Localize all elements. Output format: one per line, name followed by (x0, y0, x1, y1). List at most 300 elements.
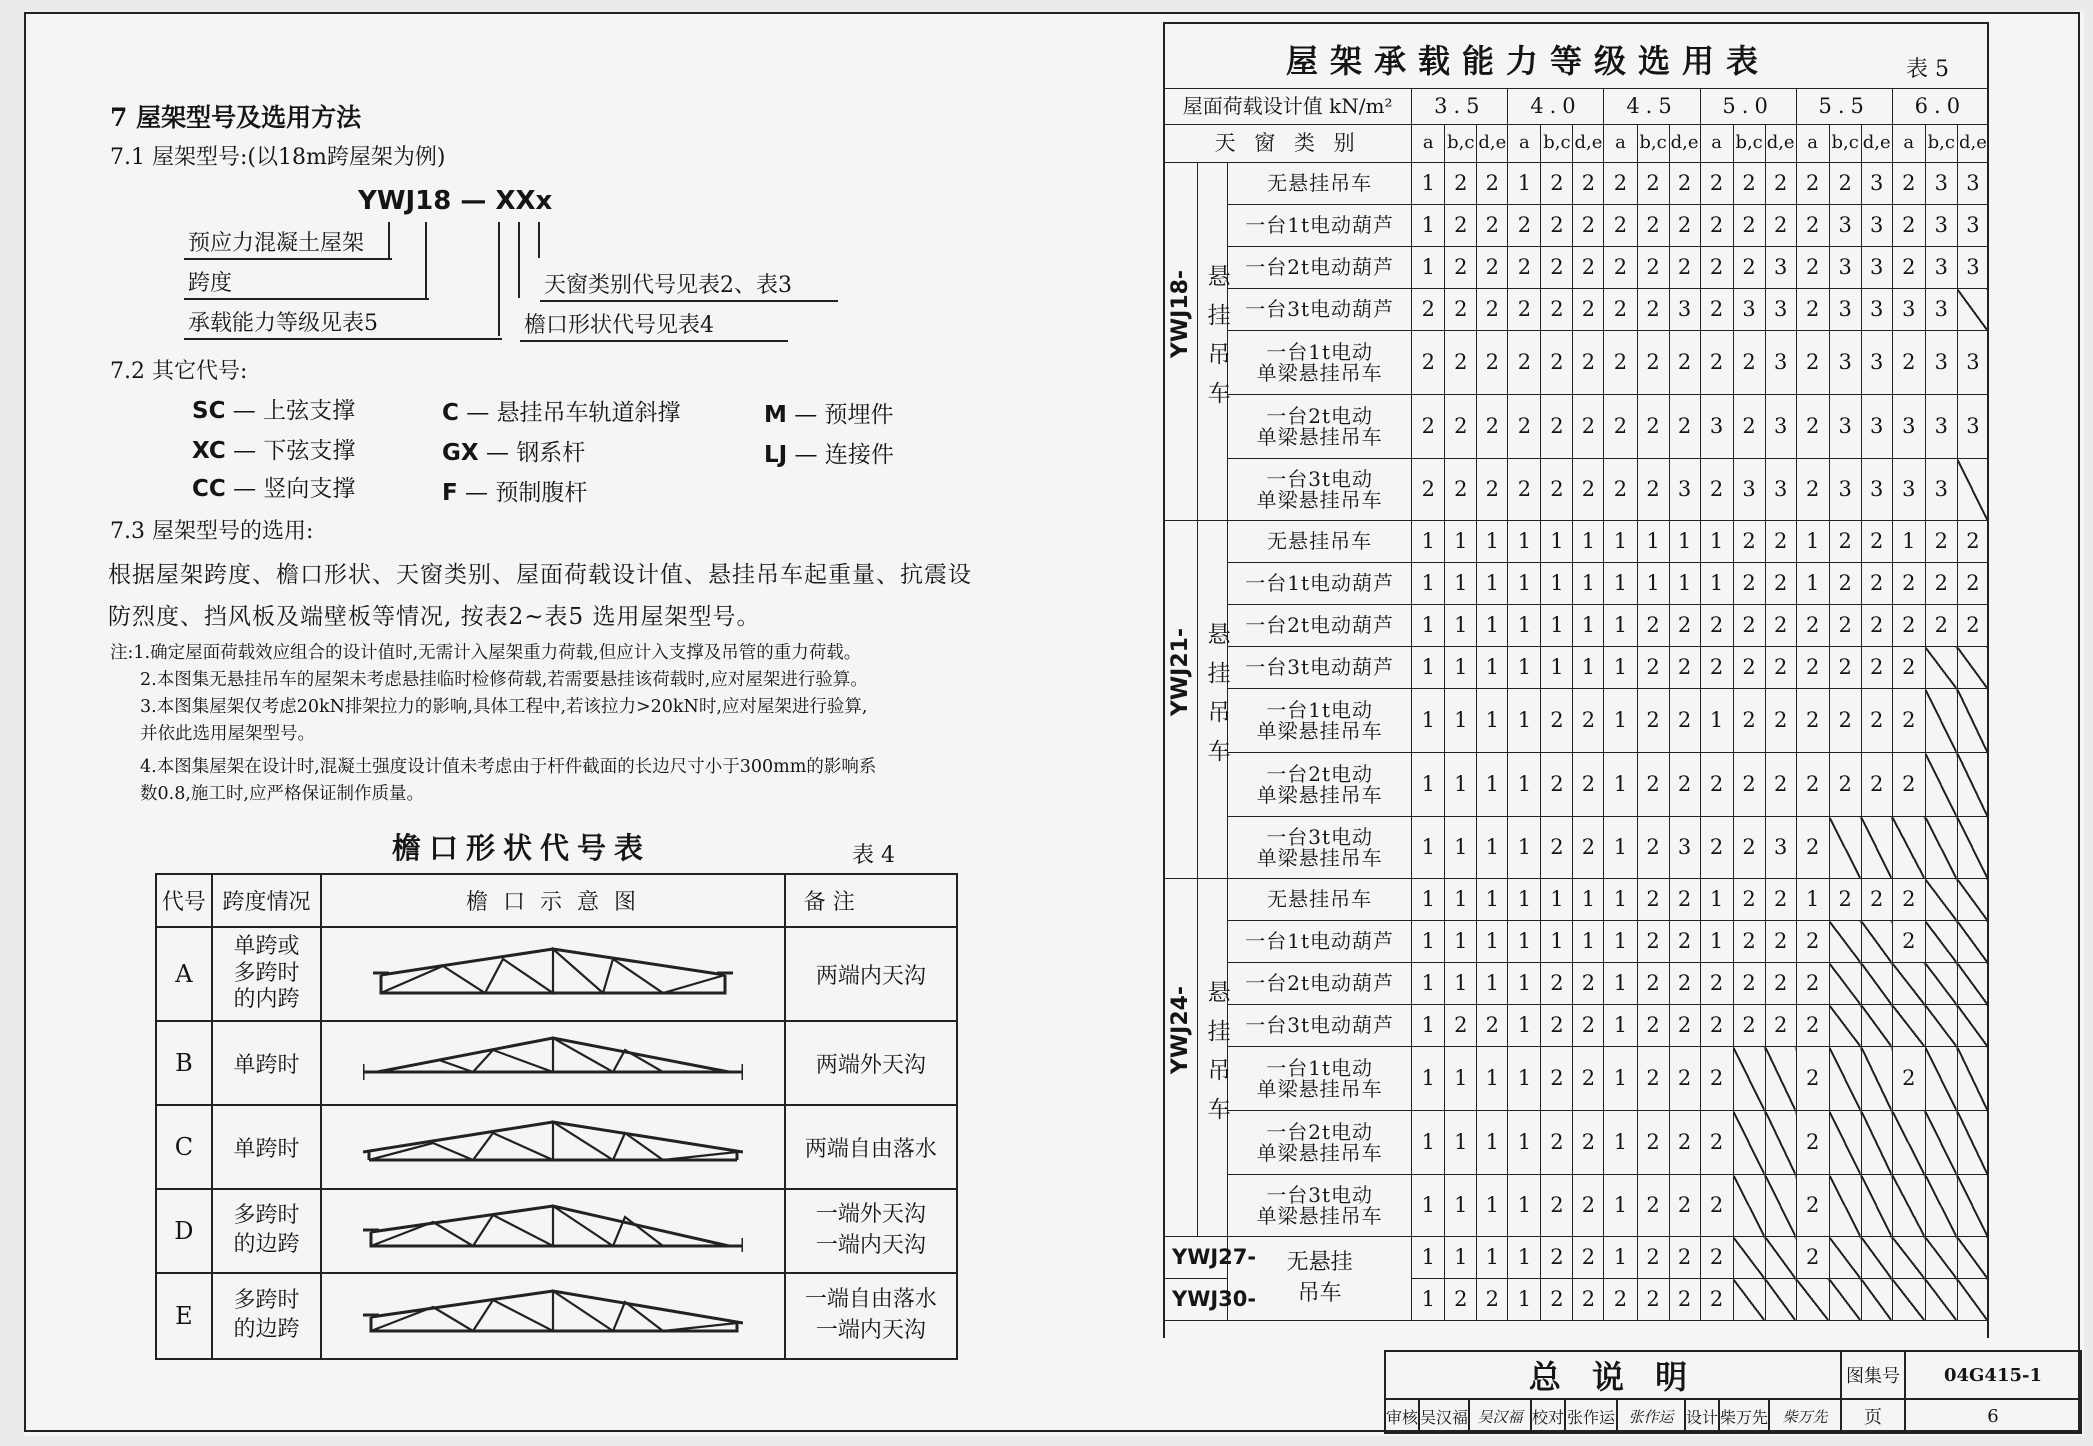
grade-cell: 2 (1604, 247, 1637, 289)
check-label: 校对 (1531, 1399, 1565, 1433)
span-case: 单跨或 多跨时 的内跨 (212, 927, 321, 1021)
load-value: 5.5 (1796, 89, 1892, 125)
grade-cell: 1 (1604, 1047, 1637, 1111)
table4-row (156, 1273, 957, 1359)
grade-cell: 1 (1573, 563, 1604, 605)
not-applicable-cell (1892, 1005, 1925, 1047)
grade-cell: 1 (1508, 817, 1541, 879)
grade-cell: 1 (1477, 1237, 1508, 1279)
grade-cell: 2 (1892, 247, 1925, 289)
grade-cell: 1 (1477, 753, 1508, 817)
not-applicable-cell (1925, 753, 1957, 817)
grade-cell: 2 (1604, 289, 1637, 331)
grade-cell: 2 (1541, 1005, 1573, 1047)
reviewer-name: 吴汉福 (1419, 1399, 1469, 1433)
not-applicable-cell (1765, 1047, 1796, 1111)
grade-cell: 2 (1669, 205, 1700, 247)
grade-cell: 2 (1445, 331, 1477, 395)
crane-type: 一台2t电动葫芦 (1228, 247, 1412, 289)
not-applicable-cell (1765, 1111, 1796, 1175)
grade-cell: 1 (1508, 163, 1541, 205)
grade-cell: 2 (1765, 647, 1796, 689)
not-applicable-cell (1957, 1047, 1988, 1111)
truss-d-svg (363, 1200, 743, 1256)
truss-diagram-c (321, 1105, 785, 1189)
grade-cell: 2 (1861, 605, 1892, 647)
grade-cell: 1 (1477, 521, 1508, 563)
checker-name: 张作运 (1565, 1399, 1617, 1433)
not-applicable-cell (1829, 1175, 1861, 1237)
grade-row (1164, 395, 1989, 459)
grade-cell: 2 (1669, 921, 1700, 963)
review-label: 审核 (1385, 1399, 1419, 1433)
grade-cell: 2 (1700, 647, 1733, 689)
grade-cell: 2 (1700, 289, 1733, 331)
grade-cell: 2 (1700, 1111, 1733, 1175)
grade-cell: 2 (1669, 163, 1700, 205)
grade-cell: 1 (1445, 563, 1477, 605)
grade-cell: 2 (1541, 817, 1573, 879)
grade-cell: 2 (1733, 817, 1765, 879)
grade-cell: 1 (1477, 817, 1508, 879)
grade-cell: 2 (1829, 879, 1861, 921)
skylight-type: d,e (1669, 125, 1700, 163)
eave-code: B (156, 1021, 212, 1105)
not-applicable-cell (1957, 753, 1988, 817)
grade-cell: 1 (1412, 1279, 1445, 1321)
grade-cell: 2 (1541, 163, 1573, 205)
grade-cell: 2 (1796, 395, 1829, 459)
grade-cell: 2 (1541, 1279, 1573, 1321)
grade-cell: 2 (1796, 689, 1829, 753)
grade-cell: 3 (1861, 289, 1892, 331)
grade-cell: 2 (1700, 459, 1733, 521)
grade-cell: 1 (1412, 521, 1445, 563)
crane-type: 一台2t电动葫芦 (1228, 605, 1412, 647)
not-applicable-cell (1925, 1047, 1957, 1111)
grade-cell: 1 (1412, 163, 1445, 205)
crane-type: 一台1t电动 单梁悬挂吊车 (1228, 1047, 1412, 1111)
label-skylight: 天窗类别代号见表2、表3 (540, 268, 838, 302)
grade-cell: 1 (1604, 817, 1637, 879)
connector-line (518, 222, 520, 298)
grade-cell: 1 (1445, 1111, 1477, 1175)
grade-row (1164, 205, 1989, 247)
not-applicable-cell (1733, 1279, 1765, 1321)
note-2: 2.本图集无悬挂吊车的屋架未考虑悬挂临时检修荷载,若需要悬挂该荷载时,应对屋架进行验算。 (140, 670, 868, 690)
not-applicable-cell (1957, 879, 1988, 921)
crane-type: 一台2t电动葫芦 (1228, 963, 1412, 1005)
grade-cell: 2 (1892, 921, 1925, 963)
grade-cell: 1 (1508, 1237, 1541, 1279)
grade-cell: 1 (1508, 563, 1541, 605)
skylight-type: a (1700, 125, 1733, 163)
grade-cell: 2 (1445, 247, 1477, 289)
grade-cell: 2 (1637, 163, 1669, 205)
truss-e-svg (363, 1285, 743, 1341)
grade-cell: 2 (1733, 163, 1765, 205)
grade-cell: 2 (1573, 459, 1604, 521)
grade-cell: 1 (1604, 563, 1637, 605)
grade-cell: 1 (1477, 1175, 1508, 1237)
grade-cell: 2 (1829, 163, 1861, 205)
grade-cell: 2 (1700, 963, 1733, 1005)
crane-type: 一台1t电动 单梁悬挂吊车 (1228, 331, 1412, 395)
grade-cell: 2 (1541, 753, 1573, 817)
not-applicable-cell (1925, 963, 1957, 1005)
grade-cell: 2 (1700, 753, 1733, 817)
grade-cell: 3 (1925, 331, 1957, 395)
grade-cell: 2 (1637, 963, 1669, 1005)
grade-cell: 2 (1604, 459, 1637, 521)
grade-row (1164, 563, 1989, 605)
crane-type: 无悬挂吊车 (1228, 521, 1412, 563)
grade-cell: 2 (1765, 1005, 1796, 1047)
crane-group-label (1198, 879, 1228, 1237)
grade-cell: 1 (1477, 879, 1508, 921)
grade-cell: 2 (1412, 289, 1445, 331)
grade-cell: 2 (1796, 817, 1829, 879)
not-applicable-cell (1957, 1175, 1988, 1237)
model-code: YWJ18 — XXx (358, 186, 553, 216)
skylight-type: b,c (1733, 125, 1765, 163)
grade-cell: 3 (1669, 817, 1700, 879)
not-applicable-cell (1829, 963, 1861, 1005)
grade-cell: 3 (1892, 459, 1925, 521)
not-applicable-cell (1829, 1047, 1861, 1111)
skylight-type: a (1412, 125, 1445, 163)
grade-row (1164, 605, 1989, 647)
truss-model: YWJ27- (1164, 1237, 1228, 1279)
truss-group-label (1164, 521, 1198, 879)
grade-cell: 2 (1733, 521, 1765, 563)
grade-cell: 2 (1892, 605, 1925, 647)
designer-signature: 柴万先 (1769, 1399, 1841, 1433)
crane-type: 无悬挂吊车 (1228, 163, 1412, 205)
crane-type: 无悬挂吊车 (1228, 879, 1412, 921)
grade-cell: 1 (1412, 1237, 1445, 1279)
crane-type: 一台3t电动葫芦 (1228, 647, 1412, 689)
grade-cell: 2 (1700, 205, 1733, 247)
table4-tag: 表 4 (852, 843, 895, 868)
grade-cell: 2 (1796, 753, 1829, 817)
grade-cell: 2 (1925, 563, 1957, 605)
grade-cell: 2 (1541, 205, 1573, 247)
grade-cell: 1 (1412, 1005, 1445, 1047)
grade-cell: 2 (1733, 921, 1765, 963)
grade-cell: 2 (1637, 395, 1669, 459)
not-applicable-cell (1861, 1175, 1892, 1237)
grade-cell: 1 (1700, 689, 1733, 753)
grade-cell: 2 (1796, 289, 1829, 331)
not-applicable-cell (1861, 1279, 1892, 1321)
grade-cell: 2 (1669, 395, 1700, 459)
grade-cell: 3 (1765, 247, 1796, 289)
grade-cell: 2 (1669, 1279, 1700, 1321)
subsection-7-3: 7.3 屋架型号的选用: (110, 519, 314, 544)
load-value: 3.5 (1412, 89, 1508, 125)
span-case: 单跨时 (212, 1105, 321, 1189)
grade-cell: 2 (1892, 647, 1925, 689)
grade-cell: 2 (1412, 459, 1445, 521)
grade-cell: 3 (1829, 247, 1861, 289)
skylight-type: b,c (1445, 125, 1477, 163)
grade-row (1164, 331, 1989, 395)
signature-row (1385, 1399, 2081, 1433)
label-span: 跨度 (184, 266, 429, 300)
grade-cell: 2 (1541, 1111, 1573, 1175)
grade-cell: 3 (1765, 395, 1796, 459)
span-case: 多跨时 的边跨 (212, 1273, 321, 1359)
grade-cell: 1 (1445, 647, 1477, 689)
grade-cell: 2 (1669, 1047, 1700, 1111)
grade-cell: 2 (1892, 753, 1925, 817)
grade-cell: 2 (1669, 605, 1700, 647)
grade-cell: 3 (1925, 395, 1957, 459)
grade-cell: 1 (1412, 647, 1445, 689)
grade-cell: 1 (1508, 1175, 1541, 1237)
crane-group-label (1198, 163, 1228, 521)
grade-cell: 2 (1604, 395, 1637, 459)
not-applicable-cell (1829, 1237, 1861, 1279)
grade-cell: 3 (1957, 395, 1988, 459)
grade-cell: 3 (1669, 289, 1700, 331)
eave-code: C (156, 1105, 212, 1189)
grade-cell: 2 (1637, 647, 1669, 689)
grade-cell: 1 (1445, 521, 1477, 563)
grade-cell: 2 (1925, 521, 1957, 563)
grade-cell: 2 (1957, 563, 1988, 605)
designer-name: 柴万先 (1719, 1399, 1769, 1433)
grade-cell: 2 (1700, 1175, 1733, 1237)
grade-cell: 2 (1477, 395, 1508, 459)
grade-cell: 2 (1573, 331, 1604, 395)
grade-cell: 2 (1541, 395, 1573, 459)
grade-cell: 2 (1669, 689, 1700, 753)
grade-cell: 2 (1765, 163, 1796, 205)
grade-cell: 2 (1669, 1005, 1700, 1047)
skylight-type: a (1604, 125, 1637, 163)
table4-row (156, 1189, 957, 1273)
not-applicable-cell (1765, 1237, 1796, 1279)
not-applicable-cell (1925, 1111, 1957, 1175)
grade-cell: 2 (1541, 459, 1573, 521)
grade-cell: 1 (1445, 753, 1477, 817)
grade-cell: 2 (1733, 563, 1765, 605)
grade-cell: 3 (1861, 331, 1892, 395)
not-applicable-cell (1957, 1237, 1988, 1279)
grade-cell: 3 (1925, 163, 1957, 205)
grade-cell: 1 (1412, 1047, 1445, 1111)
grade-cell: 2 (1573, 205, 1604, 247)
not-applicable-cell (1957, 459, 1988, 521)
truss-a-svg (373, 943, 733, 999)
grade-row (1164, 879, 1989, 921)
grade-cell: 1 (1508, 921, 1541, 963)
grade-cell: 1 (1604, 921, 1637, 963)
grade-cell: 2 (1669, 879, 1700, 921)
grade-cell: 2 (1637, 331, 1669, 395)
crane-type: 一台1t电动葫芦 (1228, 563, 1412, 605)
note-1: 注:1.确定屋面荷载效应组合的设计值时,无需计入屋架重力荷载,但应计入支撑及吊管的重力荷载。 (110, 643, 862, 663)
grade-cell: 3 (1925, 247, 1957, 289)
grade-cell: 1 (1412, 605, 1445, 647)
grade-cell: 1 (1541, 921, 1573, 963)
grade-cell: 2 (1541, 963, 1573, 1005)
grade-cell: 3 (1861, 459, 1892, 521)
grade-row (1164, 963, 1989, 1005)
crane-type: 无悬挂 吊车 (1228, 1237, 1412, 1321)
grade-cell: 2 (1796, 1047, 1829, 1111)
grade-cell: 2 (1733, 963, 1765, 1005)
atlas-number: 04G415-1 (1905, 1351, 2081, 1399)
grade-cell: 2 (1669, 963, 1700, 1005)
grade-cell: 2 (1796, 647, 1829, 689)
grade-cell: 1 (1541, 521, 1573, 563)
code-cc: CC — 竖向支撑 (192, 476, 356, 502)
grade-row (1164, 753, 1989, 817)
crane-type: 一台3t电动 单梁悬挂吊车 (1228, 1175, 1412, 1237)
skylight-type: b,c (1925, 125, 1957, 163)
grade-cell: 2 (1733, 1005, 1765, 1047)
table4-header: 跨度情况 (212, 874, 321, 927)
crane-label: 悬挂吊车 (1203, 263, 1230, 420)
crane-label: 悬挂吊车 (1203, 979, 1230, 1136)
grade-cell: 3 (1829, 459, 1861, 521)
grade-cell: 1 (1445, 879, 1477, 921)
grade-cell: 1 (1796, 521, 1829, 563)
eave-note: 一端自由落水 一端内天沟 (785, 1273, 957, 1359)
grade-cell: 1 (1508, 1047, 1541, 1111)
skylight-type: d,e (1765, 125, 1796, 163)
grade-cell: 1 (1573, 921, 1604, 963)
grade-cell: 2 (1733, 605, 1765, 647)
grade-cell: 2 (1637, 1111, 1669, 1175)
grade-row (1164, 459, 1989, 521)
grade-cell: 1 (1508, 963, 1541, 1005)
code-c: C — 悬挂吊车轨道斜撑 (442, 400, 681, 426)
grade-cell: 2 (1700, 163, 1733, 205)
grade-cell: 2 (1477, 163, 1508, 205)
grade-cell: 2 (1669, 1175, 1700, 1237)
connector-line (538, 222, 540, 258)
grade-cell: 2 (1573, 1047, 1604, 1111)
grade-cell: 1 (1412, 753, 1445, 817)
grade-cell: 2 (1892, 689, 1925, 753)
not-applicable-cell (1733, 1237, 1765, 1279)
grade-cell: 1 (1508, 753, 1541, 817)
skylight-label: 天 窗 类 别 (1164, 125, 1412, 163)
grade-cell: 3 (1765, 817, 1796, 879)
grade-cell: 2 (1573, 289, 1604, 331)
eave-shape-table (155, 873, 958, 1360)
skylight-header-row (1164, 125, 1989, 163)
skylight-type: a (1796, 125, 1829, 163)
grade-cell: 2 (1796, 1111, 1829, 1175)
grade-cell: 2 (1669, 753, 1700, 817)
not-applicable-cell (1957, 817, 1988, 879)
grade-cell: 1 (1412, 921, 1445, 963)
grade-row (1164, 689, 1989, 753)
grade-cell: 2 (1700, 1047, 1733, 1111)
grade-cell: 1 (1445, 963, 1477, 1005)
grade-cell: 1 (1541, 563, 1573, 605)
grade-cell: 2 (1637, 205, 1669, 247)
section-title: 7 屋架型号及选用方法 (110, 103, 362, 132)
grade-cell: 2 (1765, 921, 1796, 963)
crane-type: 一台2t电动 单梁悬挂吊车 (1228, 753, 1412, 817)
crane-type: 一台1t电动葫芦 (1228, 205, 1412, 247)
table4-header: 檐 口 示 意 图 (321, 874, 785, 927)
not-applicable-cell (1892, 1279, 1925, 1321)
not-applicable-cell (1861, 963, 1892, 1005)
grade-cell: 2 (1700, 1279, 1733, 1321)
grade-cell: 2 (1541, 331, 1573, 395)
not-applicable-cell (1925, 879, 1957, 921)
not-applicable-cell (1957, 1005, 1988, 1047)
grade-cell: 2 (1637, 1175, 1669, 1237)
not-applicable-cell (1892, 963, 1925, 1005)
grade-cell: 2 (1637, 247, 1669, 289)
grade-cell: 2 (1508, 459, 1541, 521)
grade-cell: 1 (1700, 879, 1733, 921)
grade-cell: 2 (1700, 817, 1733, 879)
code-lj: LJ — 连接件 (764, 442, 894, 468)
grade-cell: 2 (1765, 563, 1796, 605)
grade-cell: 2 (1733, 647, 1765, 689)
not-applicable-cell (1861, 817, 1892, 879)
not-applicable-cell (1861, 1047, 1892, 1111)
not-applicable-cell (1892, 1175, 1925, 1237)
grade-row (1164, 921, 1989, 963)
grade-cell: 2 (1796, 331, 1829, 395)
truss-diagram-b (321, 1021, 785, 1105)
not-applicable-cell (1957, 647, 1988, 689)
not-applicable-cell (1957, 921, 1988, 963)
grade-cell: 2 (1765, 689, 1796, 753)
grade-cell: 2 (1796, 1237, 1829, 1279)
grade-cell: 2 (1957, 521, 1988, 563)
grade-cell: 1 (1445, 1047, 1477, 1111)
grade-cell: 2 (1861, 521, 1892, 563)
grade-cell: 2 (1445, 395, 1477, 459)
grade-cell: 3 (1669, 459, 1700, 521)
grade-cell: 2 (1637, 753, 1669, 817)
grade-cell: 1 (1508, 647, 1541, 689)
grade-cell: 2 (1669, 247, 1700, 289)
grade-cell: 2 (1573, 163, 1604, 205)
grade-cell: 1 (1573, 879, 1604, 921)
grade-cell: 2 (1669, 331, 1700, 395)
not-applicable-cell (1925, 647, 1957, 689)
grade-cell: 2 (1829, 689, 1861, 753)
grade-cell: 1 (1508, 1005, 1541, 1047)
grade-cell: 1 (1604, 1175, 1637, 1237)
grade-row (1164, 647, 1989, 689)
not-applicable-cell (1765, 1175, 1796, 1237)
grade-cell: 3 (1829, 331, 1861, 395)
grade-cell: 3 (1925, 289, 1957, 331)
grade-cell: 2 (1445, 163, 1477, 205)
grade-cell: 2 (1796, 921, 1829, 963)
grade-cell: 2 (1829, 521, 1861, 563)
grade-cell: 2 (1573, 395, 1604, 459)
not-applicable-cell (1829, 921, 1861, 963)
grade-cell: 2 (1796, 205, 1829, 247)
grade-cell: 2 (1445, 1279, 1477, 1321)
grade-cell: 2 (1637, 1005, 1669, 1047)
grade-cell: 2 (1445, 459, 1477, 521)
